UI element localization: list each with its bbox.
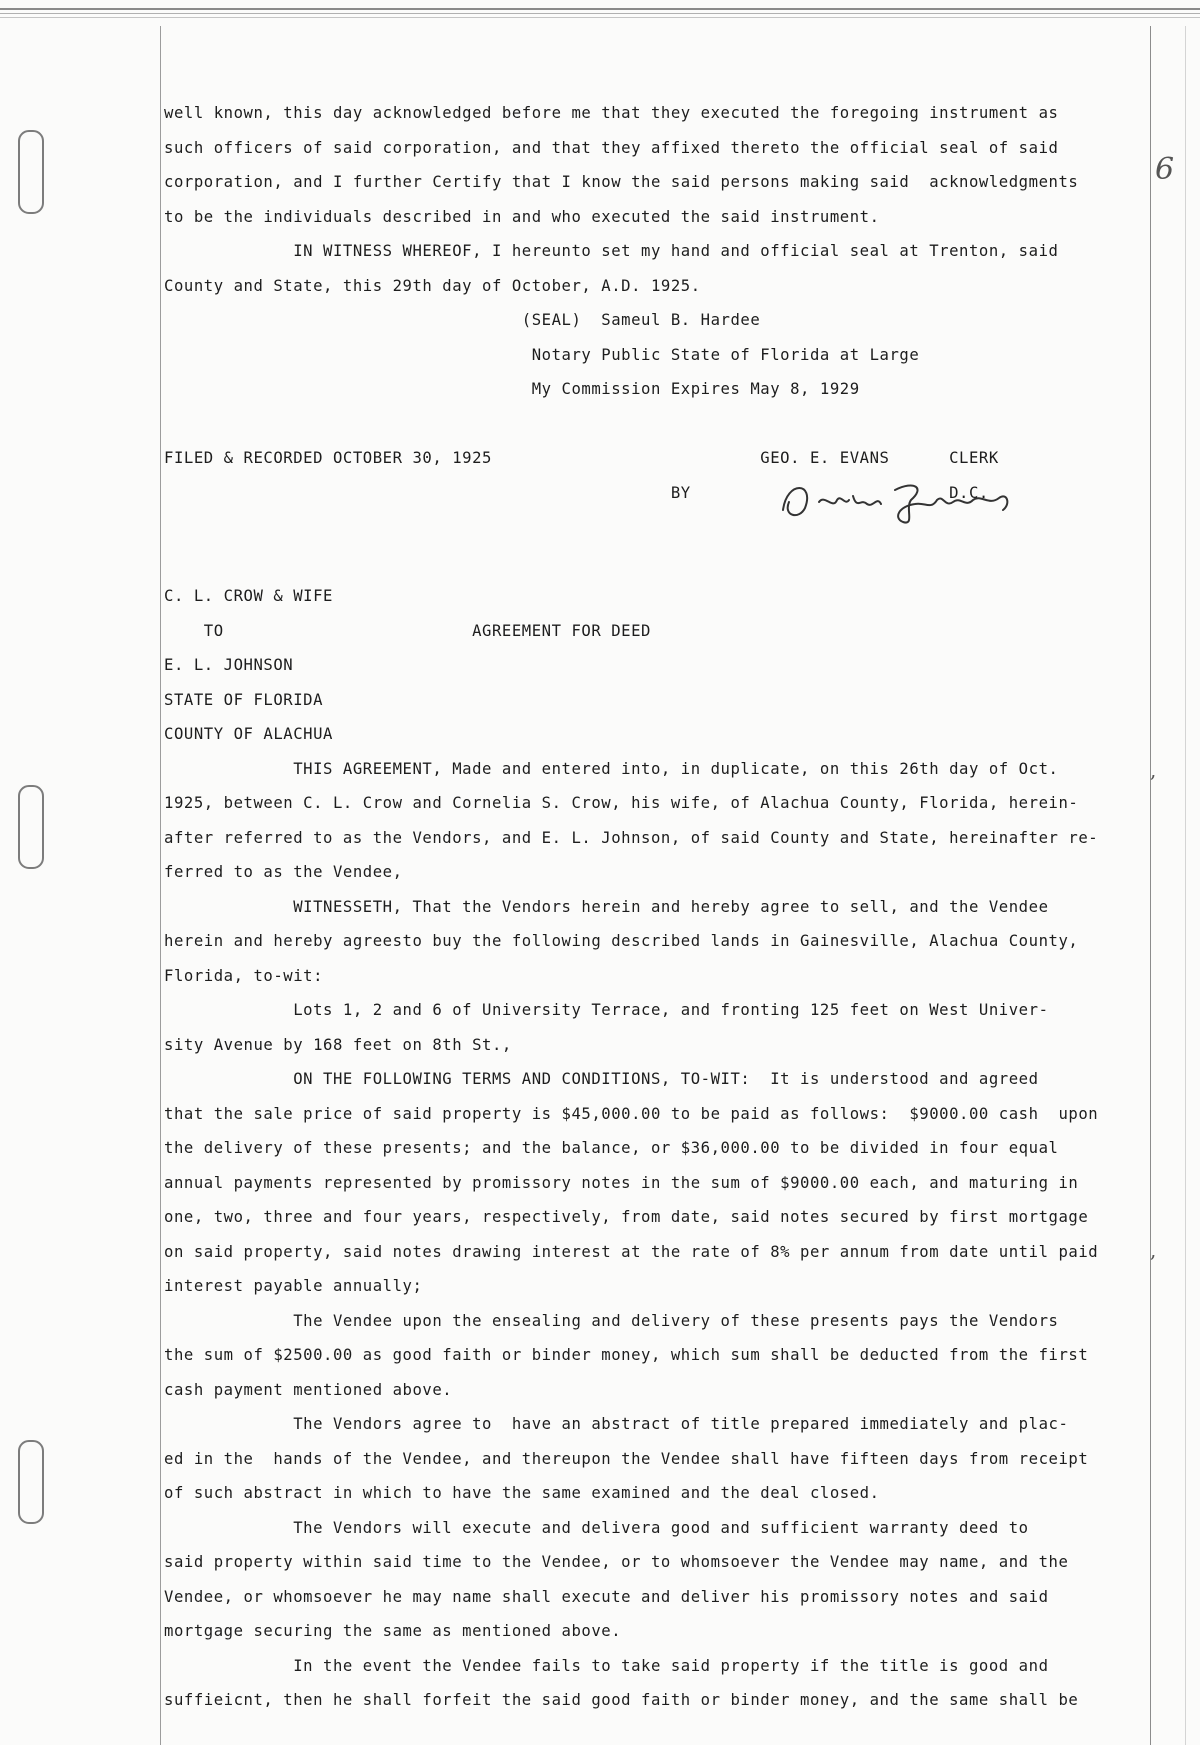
binder-hole	[18, 130, 44, 214]
text-line: STATE OF FLORIDA	[164, 690, 324, 709]
right-margin-rule	[1150, 26, 1151, 1745]
text-line: that the sale price of said property is $45,000.00 to be paid as follows: $9000.00 cash upon	[164, 1104, 1099, 1123]
text-line: such officers of said corporation, and that they affixed thereto the official seal of said	[164, 138, 1059, 157]
text-line: after referred to as the Vendors, and E. L. Johnson, of said County and State, hereinafter re-	[164, 828, 1099, 847]
text-line: (SEAL) Sameul B. Hardee	[164, 311, 761, 329]
text-line: County and State, this 29th day of October, A.D. 1925.	[164, 276, 701, 295]
text-line: the delivery of these presents; and the balance, or $36,000.00 to be divided in four equal	[164, 1139, 1059, 1157]
text-line: to be the individuals described in and who executed the said instrument.	[164, 207, 880, 226]
binder-hole	[18, 785, 44, 869]
text-line: The Vendors agree to have an abstract of title prepared immediately and plac-	[164, 1415, 1069, 1433]
text-line: COUNTY OF ALACHUA	[164, 725, 333, 743]
page-edge-rule	[1185, 26, 1186, 1745]
text-line: ed in the hands of the Vendee, and thereupon the Vendee shall have fifteen days from receipt	[164, 1449, 1089, 1468]
text-line: The Vendors will execute and delivera good and sufficient warranty deed to	[164, 1518, 1029, 1537]
top-edge-line	[0, 8, 1200, 10]
text-line: one, two, three and four years, respectively, from date, said notes secured by first mortgage	[164, 1208, 1089, 1226]
text-line: WITNESSETH, That the Vendors herein and hereby agree to sell, and the Vendee	[164, 897, 1049, 916]
text-line: C. L. CROW & WIFE	[164, 587, 333, 605]
text-line: ON THE FOLLOWING TERMS AND CONDITIONS, TO-WIT: It is understood and agreed	[164, 1070, 1039, 1088]
text-line: THIS AGREEMENT, Made and entered into, in duplicate, on this 26th day of Oct.	[164, 759, 1059, 778]
signature-icon	[775, 470, 1025, 530]
text-line: Vendee, or whomsoever he may name shall execute and deliver his promissory notes and said	[164, 1587, 1049, 1606]
text-line: herein and hereby agreesto buy the following described lands in Gainesville, Alachua County,	[164, 932, 1079, 950]
text-line: the sum of $2500.00 as good faith or binder money, which sum shall be deducted from the first	[164, 1346, 1089, 1364]
text-line: well known, this day acknowledged before me that they executed the foregoing instrument as	[164, 104, 1059, 122]
top-edge-line	[0, 17, 1200, 18]
text-line: suffieicnt, then he shall forfeit the said good faith or binder money, and the same shall be	[164, 1691, 1079, 1709]
text-line: My Commission Expires May 8, 1929	[164, 380, 860, 398]
text-line: sity Avenue by 168 feet on 8th St.,	[164, 1035, 512, 1054]
top-edge-line	[0, 13, 1200, 14]
deputy-clerk-signature	[775, 470, 1025, 534]
text-line: TO AGREEMENT FOR DEED	[164, 621, 651, 640]
margin-comma: ,	[1150, 758, 1157, 782]
text-line: E. L. JOHNSON	[164, 656, 294, 674]
margin-comma: ,	[1150, 1238, 1157, 1262]
text-line: on said property, said notes drawing interest at the rate of 8% per annum from date until paid	[164, 1242, 1099, 1261]
text-line: IN WITNESS WHEREOF, I hereunto set my hand and official seal at Trenton, said	[164, 242, 1059, 260]
text-line: The Vendee upon the ensealing and delivery of these presents pays the Vendors	[164, 1311, 1059, 1330]
text-line: annual payments represented by promissory notes in the sum of $9000.00 each, and maturing in	[164, 1173, 1079, 1192]
text-line: Notary Public State of Florida at Large	[164, 345, 920, 364]
binder-hole	[18, 1440, 44, 1524]
text-line: Florida, to-wit:	[164, 966, 324, 985]
text-line: mortgage securing the same as mentioned above.	[164, 1622, 622, 1640]
left-margin-rule	[160, 26, 161, 1745]
text-line: BY D.C.	[164, 483, 989, 502]
text-line: corporation, and I further Certify that I know the said persons making said acknowledgments	[164, 173, 1079, 191]
text-line: said property within said time to the Vendee, or to whomsoever the Vendee may name, and the	[164, 1553, 1069, 1571]
text-line: Lots 1, 2 and 6 of University Terrace, and fronting 125 feet on West Univer-	[164, 1001, 1049, 1019]
text-line: cash payment mentioned above.	[164, 1380, 453, 1399]
page-number-mark: 6	[1155, 152, 1175, 187]
text-line: FILED & RECORDED OCTOBER 30, 1925 GEO. E. EVANS CLERK	[164, 449, 999, 467]
text-line: 1925, between C. L. Crow and Cornelia S. Crow, his wife, of Alachua County, Florida, herein-	[164, 794, 1079, 812]
text-line: ferred to as the Vendee,	[164, 863, 403, 881]
text-line: In the event the Vendee fails to take said property if the title is good and	[164, 1656, 1049, 1675]
text-line: interest payable annually;	[164, 1277, 423, 1295]
text-line: of such abstract in which to have the same examined and the deal closed.	[164, 1484, 880, 1502]
